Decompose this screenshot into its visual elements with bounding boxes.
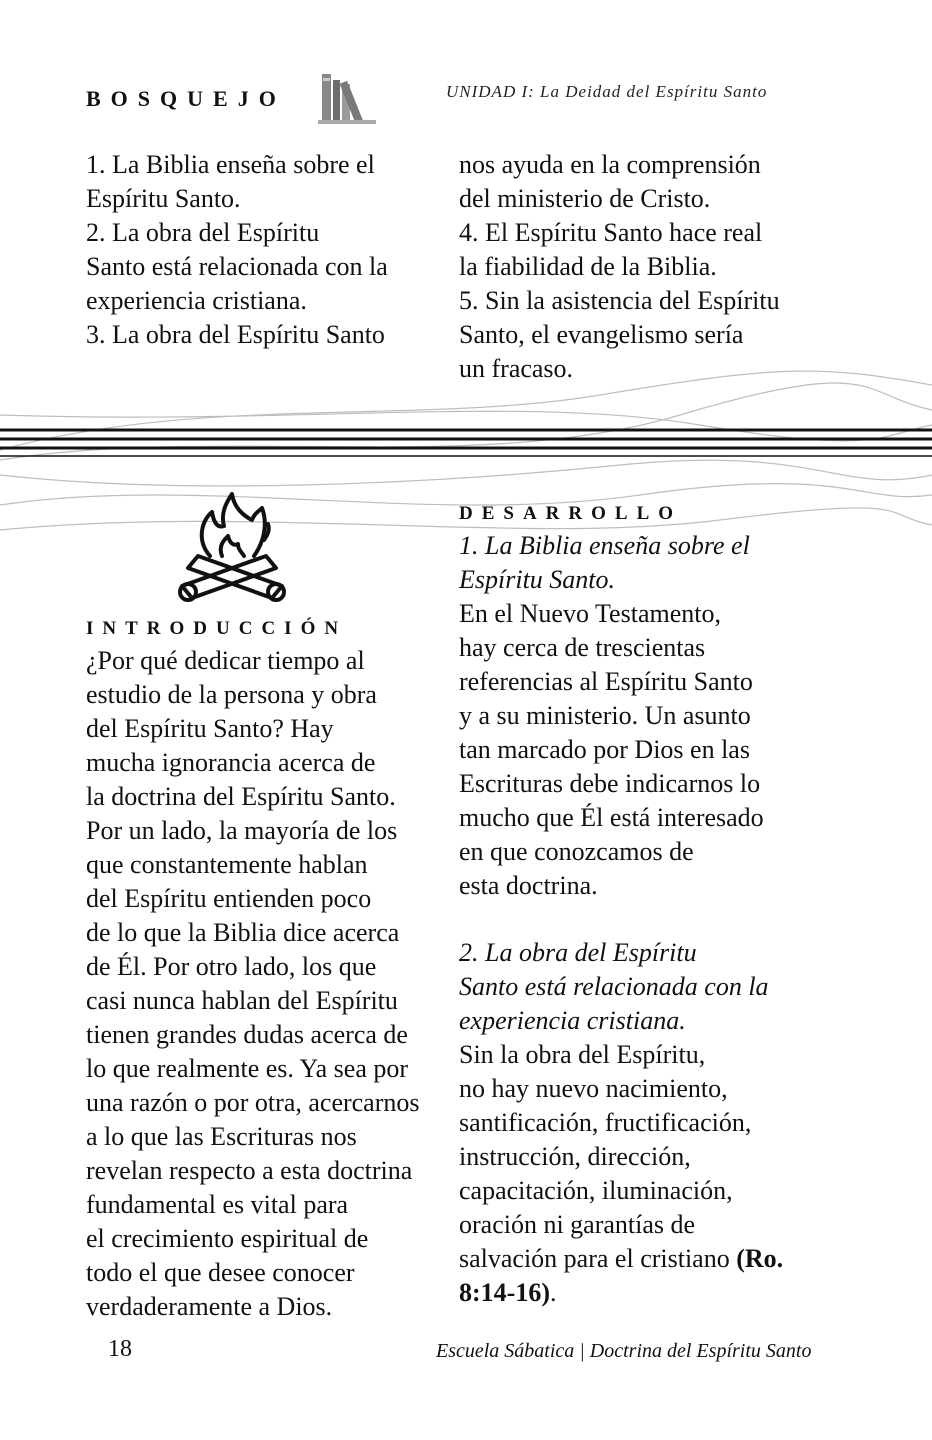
book-title-footer: Escuela Sábatica | Doctrina del Espíritu Santo — [436, 1340, 812, 1362]
bible-reference: (Ro. 8:14-16) — [459, 1244, 784, 1307]
point1-title: 1. La Biblia enseña sobre el Espíritu Santo. — [459, 531, 750, 594]
section-label-bosquejo: BOSQUEJO — [86, 86, 286, 111]
outline-right-column: nos ayuda en la comprensión del ministerio de Cristo. 4. El Espíritu Santo hace real la fiabilidad de la Biblia. 5. Sin la asistencia del Espíritu Santo, el evangelismo sería un fracaso. — [459, 150, 780, 383]
page-number: 18 — [108, 1336, 132, 1362]
point1-text: En el Nuevo Testamento, hay cerca de trescientas referencias al Espíritu Santo y a su ministerio. Un asunto tan marcado por Dios en las Escrituras debe indicarnos lo mucho que Él está interesado en que conozcamos de esta doctrina. — [459, 599, 764, 900]
point2-title: 2. La obra del Espíritu Santo está relacionada con la experiencia cristiana. — [459, 938, 769, 1035]
point2-body: Sin la obra del Espíritu, no hay nuevo nacimiento, santificación, fructificación, instrucción, dirección, capacitación, iluminación, oración ni garantías de salvación para el cristiano — [459, 1040, 752, 1273]
introduccion-label: INTRODUCCIÓN — [86, 618, 348, 639]
point2-text — [459, 1038, 819, 1310]
introduccion-text: ¿Por qué dedicar tiempo al estudio de la persona y obra del Espíritu Santo? Hay mucha ignorancia acerca de la doctrina del Espíritu Santo. Por un lado, la mayoría de los que constantemente hablan del Espíritu entienden poco de lo que la Biblia dice acerca de Él. Por otro lado, los que casi nunca hablan del Espíritu tienen grandes dudas acerca de lo que realmente es. Ya sea por una razón o por otra, acercarnos a lo que las Escrituras nos revelan respecto a esta doctrina fundamental es vital para el crecimiento espiritual de todo el que desee conocer verdaderamente a Dios. — [86, 646, 420, 1321]
outline-left-column: 1. La Biblia enseña sobre el Espíritu Santo. 2. La obra del Espíritu Santo está relacionada con la experiencia cristiana. 3. La obra del Espíritu Santo — [86, 150, 388, 349]
campfire-icon — [172, 490, 292, 610]
point2-end: . — [549, 1278, 557, 1307]
unit-title: UNIDAD I: La Deidad del Espíritu Santo — [446, 82, 768, 101]
books-icon — [318, 70, 376, 126]
desarrollo-label: DESARROLLO — [459, 503, 683, 524]
